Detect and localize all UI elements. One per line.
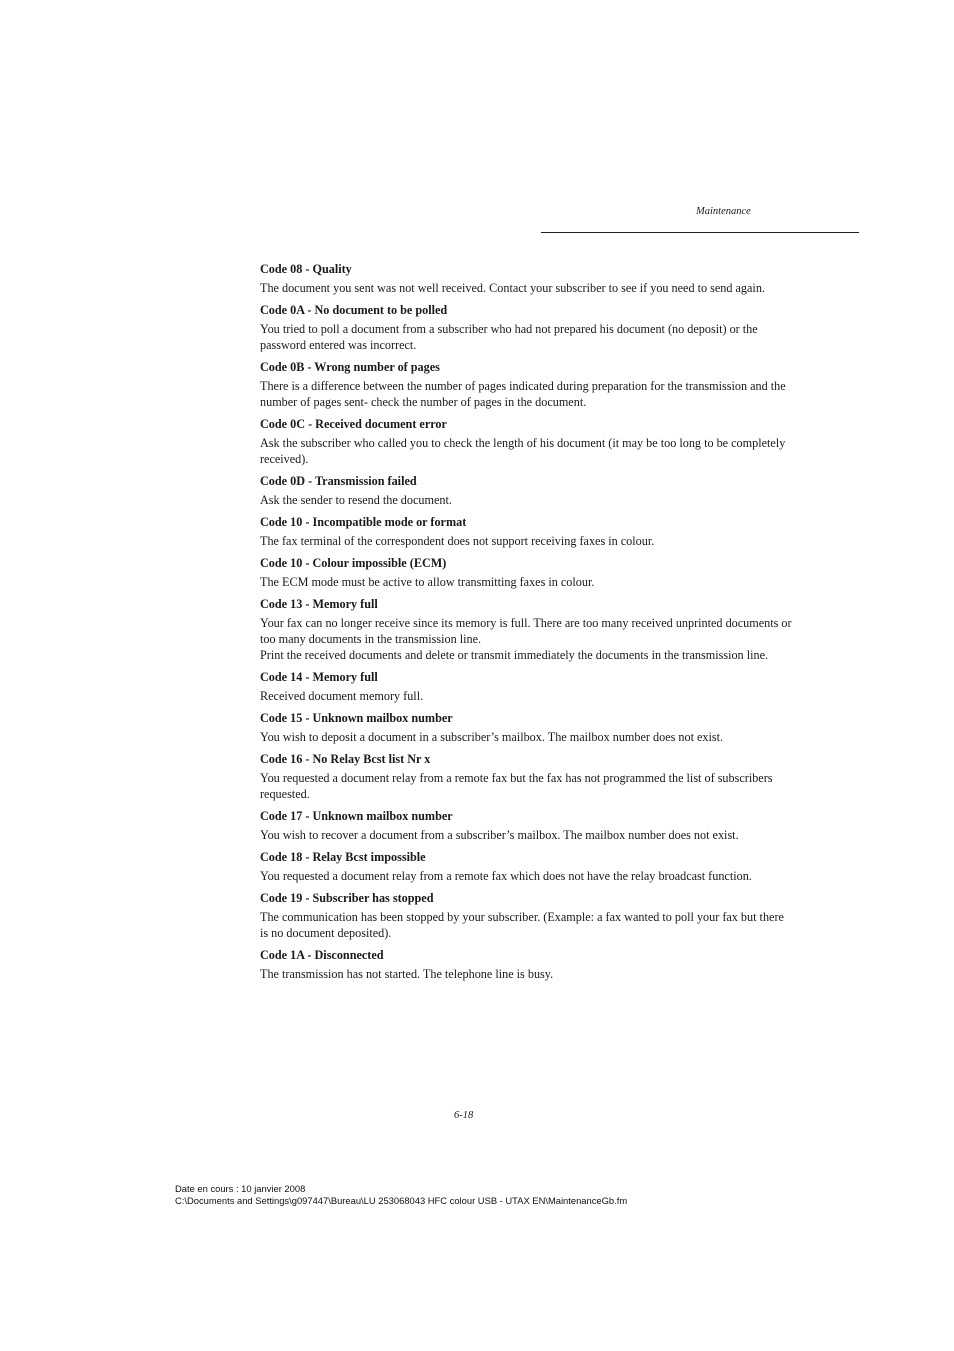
error-code-entry <box>260 669 795 704</box>
error-code-title: Code 13 - Memory full <box>260 597 378 611</box>
error-code-description <box>260 868 795 884</box>
description-paragraph: You requested a document relay from a remote fax but the fax has not programmed the list of subscribers requested. <box>260 771 773 801</box>
error-code-title: Code 19 - Subscriber has stopped <box>260 891 434 905</box>
error-code-entry <box>260 849 795 884</box>
description-paragraph: The document you sent was not well received. Contact your subscriber to see if you need to send again. <box>260 281 765 295</box>
error-code-title: Code 0D - Transmission failed <box>260 474 417 488</box>
error-code-entry <box>260 947 795 982</box>
error-code-entry <box>260 359 795 410</box>
error-code-description <box>260 321 795 353</box>
error-code-entry <box>260 514 795 549</box>
error-code-entry <box>260 808 795 843</box>
description-paragraph: Your fax can no longer receive since its memory is full. There are too many received unprinted documents or too many documents in the transmission line. <box>260 616 792 646</box>
description-paragraph: You tried to poll a document from a subscriber who had not prepared his document (no deposit) or the password entered was incorrect. <box>260 322 758 352</box>
error-code-description <box>260 492 795 508</box>
description-paragraph: Ask the sender to resend the document. <box>260 493 452 507</box>
description-paragraph: The transmission has not started. The telephone line is busy. <box>260 967 554 981</box>
document-footer <box>175 1183 627 1207</box>
error-code-entry <box>260 261 795 296</box>
error-code-description <box>260 435 795 467</box>
error-code-description <box>260 909 795 941</box>
error-code-title: Code 10 - Incompatible mode or format <box>260 515 467 529</box>
error-code-description <box>260 770 795 802</box>
error-code-title: Code 17 - Unknown mailbox number <box>260 809 453 823</box>
error-code-entry <box>260 555 795 590</box>
error-code-description <box>260 574 795 590</box>
error-code-description <box>260 378 795 410</box>
error-code-description <box>260 688 795 704</box>
description-paragraph: The fax terminal of the correspondent does not support receiving faxes in colour. <box>260 534 655 548</box>
footer-date: Date en cours : 10 janvier 2008 <box>175 1183 306 1194</box>
error-code-entry <box>260 890 795 941</box>
error-code-title: Code 0B - Wrong number of pages <box>260 360 440 374</box>
error-code-description <box>260 533 795 549</box>
error-code-title: Code 18 - Relay Bcst impossible <box>260 850 426 864</box>
page-number: 6-18 <box>454 1110 474 1121</box>
error-code-title: Code 1A - Disconnected <box>260 948 384 962</box>
error-code-list <box>260 261 795 988</box>
header-rule <box>541 232 859 233</box>
error-code-entry <box>260 302 795 353</box>
error-code-title: Code 0C - Received document error <box>260 417 447 431</box>
description-paragraph: You requested a document relay from a remote fax which does not have the relay broadcast function. <box>260 869 752 883</box>
error-code-title: Code 16 - No Relay Bcst list Nr x <box>260 752 431 766</box>
footer-path: C:\Documents and Settings\g097447\Bureau\LU 253068043 HFC colour USB - UTAX EN\MaintenanceGb.fm <box>175 1195 628 1206</box>
description-paragraph: The ECM mode must be active to allow transmitting faxes in colour. <box>260 575 595 589</box>
description-paragraph: Print the received documents and delete or transmit immediately the documents in the transmission line. <box>260 648 769 662</box>
error-code-entry <box>260 473 795 508</box>
description-paragraph: You wish to recover a document from a subscriber’s mailbox. The mailbox number does not exist. <box>260 828 739 842</box>
running-header: Maintenance <box>696 206 751 217</box>
description-paragraph: Received document memory full. <box>260 689 424 703</box>
error-code-title: Code 08 - Quality <box>260 262 352 276</box>
error-code-description <box>260 827 795 843</box>
description-paragraph: You wish to deposit a document in a subscriber’s mailbox. The mailbox number does not exist. <box>260 730 724 744</box>
error-code-entry <box>260 710 795 745</box>
description-paragraph: Ask the subscriber who called you to check the length of his document (it may be too long to be completely received). <box>260 436 786 466</box>
error-code-description <box>260 615 795 663</box>
error-code-entry <box>260 416 795 467</box>
description-paragraph: The communication has been stopped by your subscriber. (Example: a fax wanted to poll your fax but there is no document deposited). <box>260 910 784 940</box>
error-code-title: Code 10 - Colour impossible (ECM) <box>260 556 447 570</box>
error-code-entry <box>260 596 795 663</box>
description-paragraph: There is a difference between the number of pages indicated during preparation for the transmission and the number of pages sent- check the number of pages in the document. <box>260 379 786 409</box>
error-code-description <box>260 729 795 745</box>
error-code-title: Code 14 - Memory full <box>260 670 378 684</box>
error-code-description <box>260 966 795 982</box>
error-code-title: Code 15 - Unknown mailbox number <box>260 711 453 725</box>
error-code-entry <box>260 751 795 802</box>
error-code-title: Code 0A - No document to be polled <box>260 303 448 317</box>
error-code-description <box>260 280 795 296</box>
